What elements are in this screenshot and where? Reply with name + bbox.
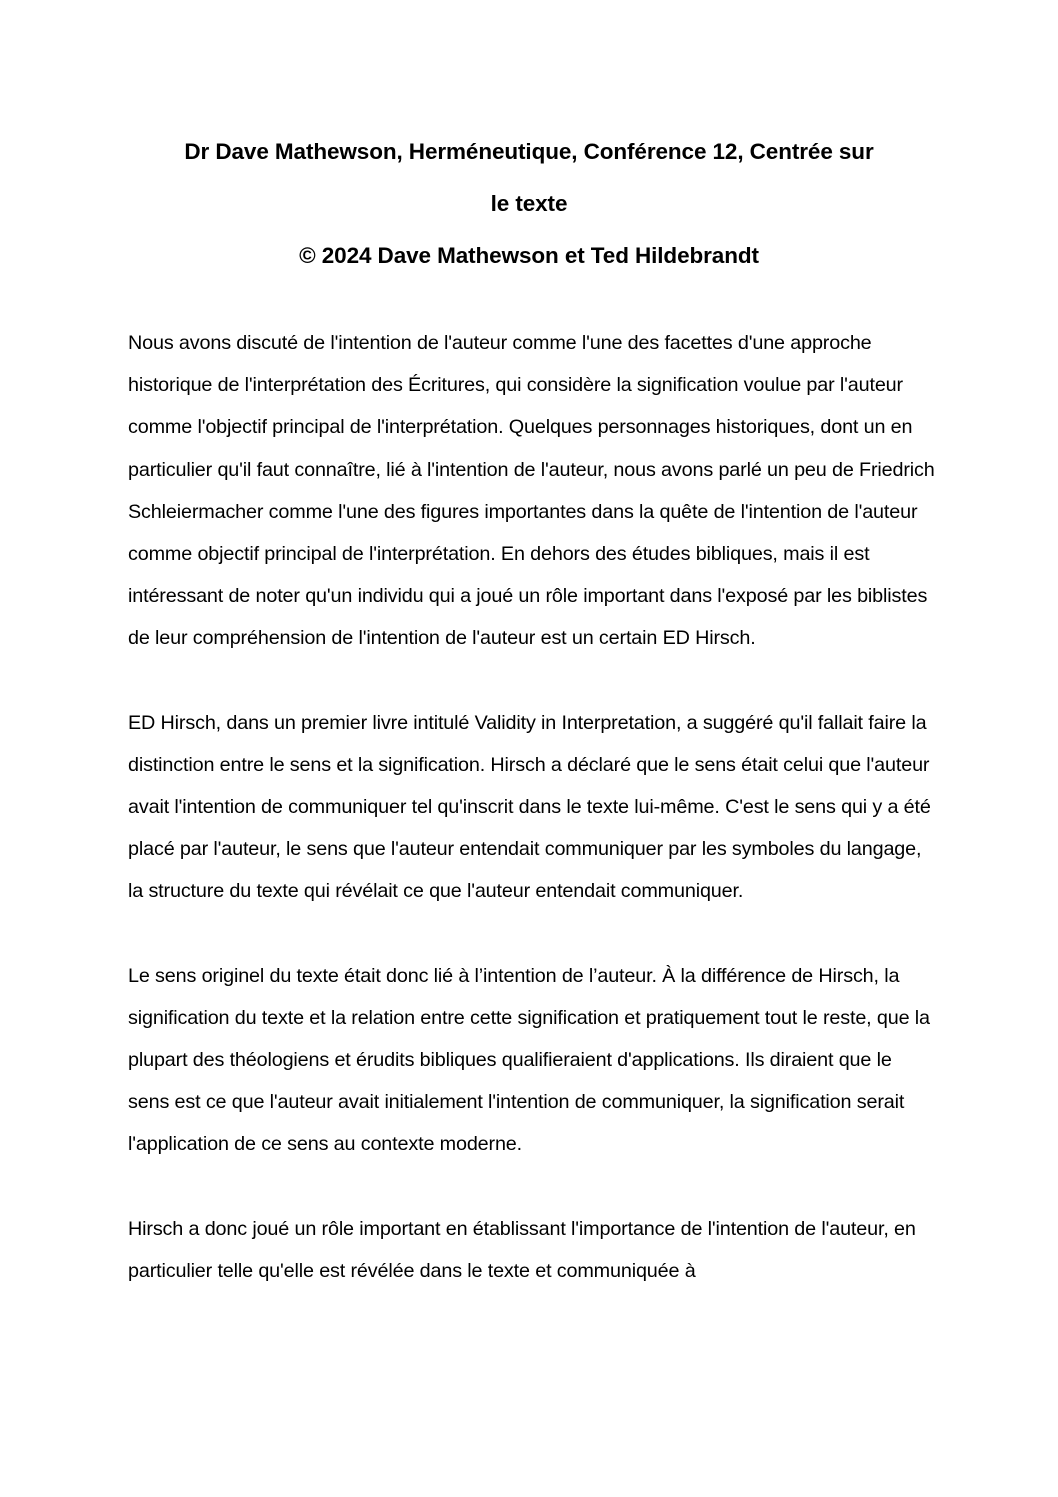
title-line-2: le texte [490,191,568,216]
paragraph-3: Le sens originel du texte était donc lié à l’intention de l’auteur. À la différence de Hirsch, la signification du texte et la relation entre cette signification et pratiquement tout le reste, que la plupart des théologiens et érudits bibliques qualifieraient d'applications. Ils diraient que le sens est ce que l'auteur avait initialement l'intention de communiquer, la signification serait l'application de ce sens au contexte moderne. [128,964,930,1156]
copyright-line: © 2024 Dave Mathewson et Ted Hildebrandt [299,243,759,268]
title-line-1: Dr Dave Mathewson, Herméneutique, Conférence 12, Centrée sur [184,139,874,164]
document-header [128,126,930,282]
paragraph-2: ED Hirsch, dans un premier livre intitulé Validity in Interpretation, a suggéré qu'il fallait faire la distinction entre le sens et la signification. Hirsch a déclaré que le sens était celui que l'auteur avait l'intention de communiquer tel qu'inscrit dans le texte lui-même. C'est le sens qui y a été placé par l'auteur, le sens que l'auteur entendait communiquer par les symboles du langage, la structure du texte qui révélait ce que l'auteur entendait communiquer. [128,711,931,903]
paragraph-4: Hirsch a donc joué un rôle important en établissant l'importance de l'intention de l'auteur, en particulier telle qu'elle est révélée dans le texte et communiquée à [128,1217,916,1282]
paragraph-1: Nous avons discuté de l'intention de l'auteur comme l'une des facettes d'une approche historique de l'interprétation des Écritures, qui considère la signification voulue par l'auteur comme l'objectif principal de l'interprétation. Quelques personnages historiques, dont un en particulier qu'il faut connaître, lié à l'intention de l'auteur, nous avons parlé un peu de Friedrich Schleiermacher comme l'une des figures importantes dans la quête de l'intention de l'auteur comme objectif principal de l'interprétation. En dehors des études bibliques, mais il est intéressant de noter qu'un individu qui a joué un rôle important dans l'exposé par les biblistes de leur compréhension de l'intention de l'auteur est un certain ED Hirsch. [128,332,935,650]
document-body [128,322,936,1334]
